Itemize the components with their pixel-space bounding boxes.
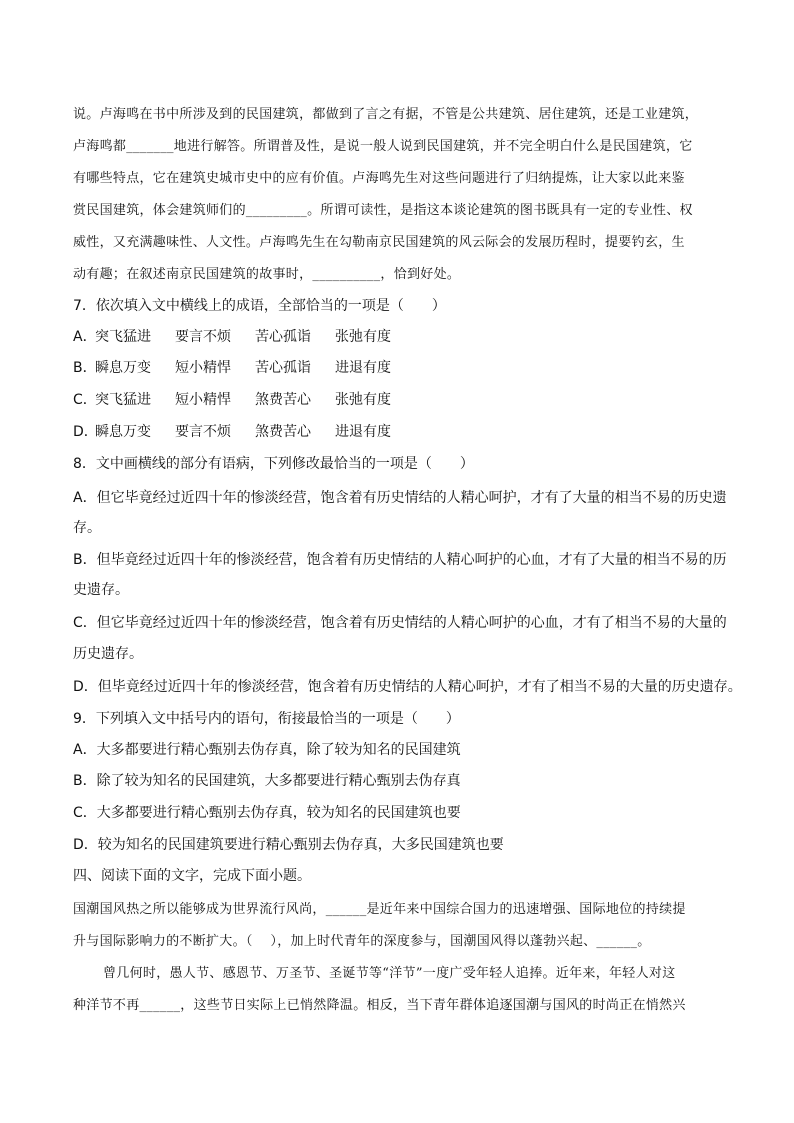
section-4-heading: 四、阅读下面的文字，完成下面小题。 xyxy=(73,868,311,884)
question-8-option-b-line2: 史遗存。 xyxy=(73,582,129,598)
option-item: 瞬息万变 xyxy=(95,424,151,440)
option-item: 进退有度 xyxy=(335,360,391,376)
question-8-option-a-line1: A．但它毕竟经过近四十年的惨淡经营，饱含着有历史情结的人精心呵护，才有了大量的相当不易的历史遗 xyxy=(73,490,727,506)
question-7-option-d xyxy=(73,421,733,441)
option-item: 短小精悍 xyxy=(175,392,231,408)
passage1-line: 动有趣；在叙述南京民国建筑的故事时，__________，恰到好处。 xyxy=(73,267,461,282)
option-item: 瞬息万变 xyxy=(95,360,151,376)
passage1-line: 说。卢海鸣在书中所涉及到的民国建筑，都做到了言之有据，不管是公共建筑、居住建筑，还是工业建筑， xyxy=(73,107,699,122)
question-7-option-b xyxy=(73,357,733,377)
section-4-line: 曾几何时，愚人节、感恩节、万圣节、圣诞节等“洋节”一度广受年轻人追捧。近年来，年轻人对这 xyxy=(103,966,676,981)
option-label: C． xyxy=(73,392,97,408)
question-9-option-b: B．除了较为知名的民国建筑，大多都要进行精心甄别去伪存真 xyxy=(73,773,461,789)
option-item: 苦心孤诣 xyxy=(255,360,311,376)
option-label: D． xyxy=(73,424,98,440)
passage1-line: 赏民国建筑，体会建筑师们的_________。所谓可读性，是指这本谈论建筑的图书既具有一定的专业性、权 xyxy=(73,203,693,218)
option-item: 要言不烦 xyxy=(175,424,231,440)
question-7-option-c xyxy=(73,389,733,409)
option-label: B． xyxy=(73,360,97,376)
section-4-line: 升与国际影响力的不断扩大。（ ），加上时代青年的深度参与，国潮国风得以蓬勃兴起、______。 xyxy=(73,934,651,949)
option-item: 突飞猛进 xyxy=(95,329,151,345)
option-item: 张弛有度 xyxy=(335,329,391,345)
option-item: 短小精悍 xyxy=(175,360,231,376)
option-item: 要言不烦 xyxy=(175,329,231,345)
question-8-option-c-line2: 历史遗存。 xyxy=(73,646,143,662)
option-item: 突飞猛进 xyxy=(95,392,151,408)
option-item: 煞费苦心 xyxy=(255,392,311,408)
question-8-option-a-line2: 存。 xyxy=(73,520,101,536)
section-4-line: 国潮国风热之所以能够成为世界流行风尚，______是近年来中国综合国力的迅速增强、国际地位的持续提 xyxy=(73,902,686,917)
passage1-line: 有哪些特点，它在建筑史城市史中的应有价值。卢海鸣先生对这些问题进行了归纳提炼，让大家以此来鉴 xyxy=(73,171,685,186)
question-9-option-c: C．大多都要进行精心甄别去伪存真，较为知名的民国建筑也要 xyxy=(73,805,461,821)
option-item: 煞费苦心 xyxy=(255,424,311,440)
question-8-option-c-line1: C．但它毕竟经过近四十年的惨淡经营，饱含着有历史情结的人精心呵护的心血，才有了相当不易的大量的 xyxy=(73,615,727,631)
option-item: 张弛有度 xyxy=(335,392,391,408)
question-8-option-d-line1: D．但毕竟经过近四十年的惨淡经营，饱含着有历史情结的人精心呵护，才有了相当不易的大量的历史遗存。 xyxy=(73,679,742,695)
question-9-option-d: D．较为知名的民国建筑要进行精心甄别去伪存真，大多民国建筑也要 xyxy=(73,837,504,853)
question-7-stem: 7．依次填入文中横线上的成语，全部恰当的一项是（ ） xyxy=(73,298,446,314)
option-item: 苦心孤诣 xyxy=(255,329,311,345)
question-7-option-a xyxy=(73,326,733,346)
option-item: 进退有度 xyxy=(335,424,391,440)
passage1-line: 卢海鸣都_______地进行解答。所谓普及性，是说一般人说到民国建筑，并不完全明白什么是民国建筑，它 xyxy=(73,139,693,154)
question-8-option-b-line1: B．但毕竟经过近四十年的惨淡经营，饱含着有历史情结的人精心呵护的心血，才有了大量的相当不易的历 xyxy=(73,552,727,568)
question-9-stem: 9．下列填入文中括号内的语句，衔接最恰当的一项是（ ） xyxy=(73,711,460,727)
section-4-line: 种洋节不再______，这些节日实际上已悄然降温。相反，当下青年群体追逐国潮与国风的时尚正在悄然兴 xyxy=(73,998,686,1013)
question-8-stem: 8．文中画横线的部分有语病，下列修改最恰当的一项是（ ） xyxy=(73,456,474,472)
option-label: A． xyxy=(73,329,97,345)
question-9-option-a: A．大多都要进行精心甄别去伪存真，除了较为知名的民国建筑 xyxy=(73,742,461,758)
passage1-line: 威性，又充满趣味性、人文性。卢海鸣先生在勾勒南京民国建筑的风云际会的发展历程时，提要钓玄，生 xyxy=(73,235,685,250)
